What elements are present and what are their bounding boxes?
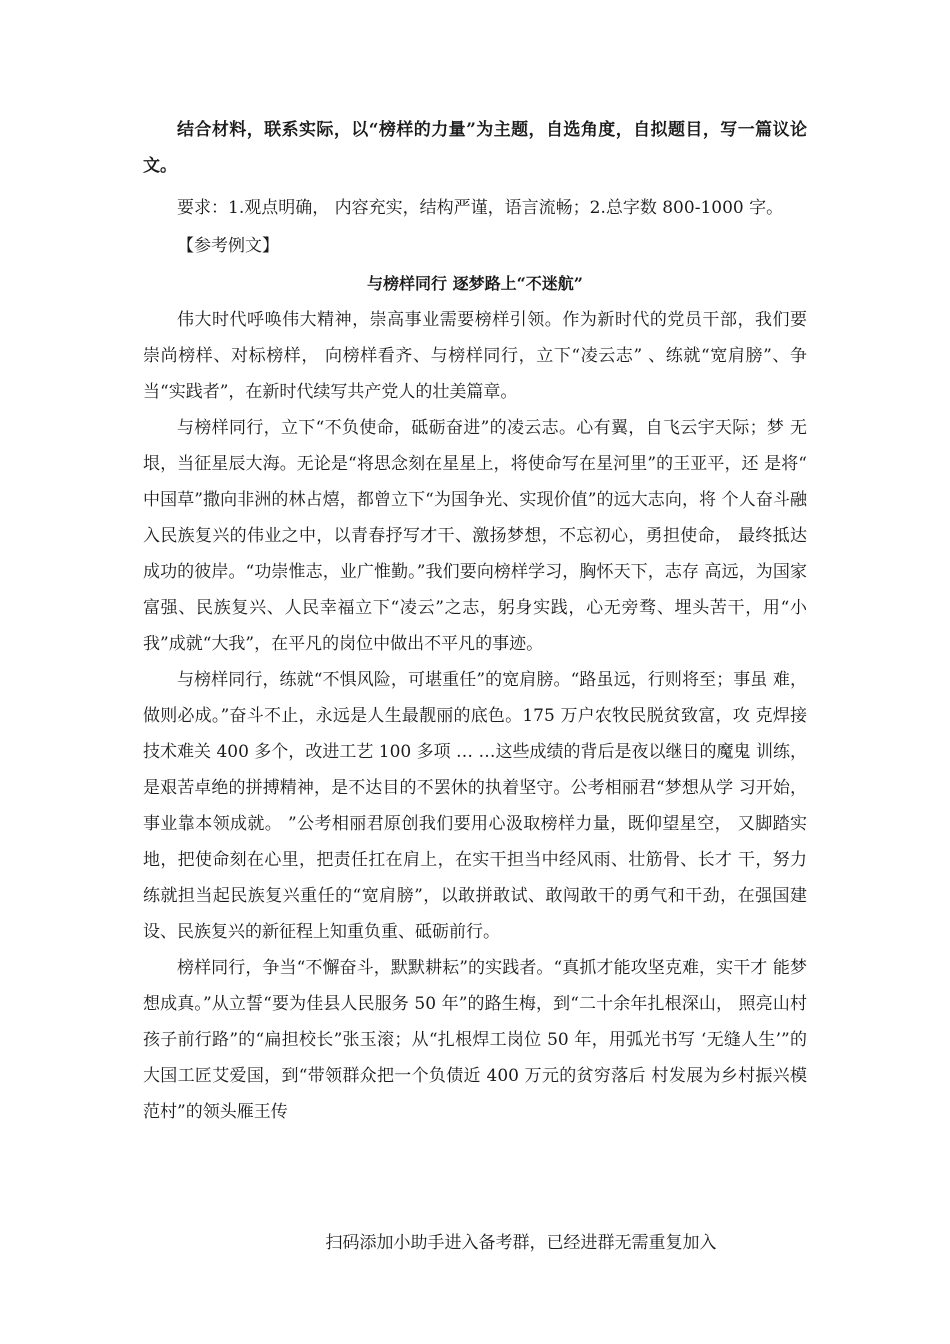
- essay-paragraph-4: 榜样同行，争当“不懈奋斗，默默耕耘”的实践者。“真抓才能攻坚克难，实干才 能梦想成真。”从立誓“要为佳县人民服务 50 年”的路生梅，到“二十余年扎根深山， 照亮山村孩子前行路”的“扁担校长”张玉滚；从“扎根焊工岗位 50 年，用弧光书写 ‘无缝人生’”的大国工匠艾爱国，到“带领群众把一个负债近 400 万元的贫穷落后 村发展为乡村振兴模范村”的领头雁王传: [143, 958, 807, 1122]
- document-body: [143, 112, 807, 1130]
- sample-essay-label: 【参考例文】: [177, 236, 279, 256]
- page-footer: 扫码添加小助手进入备考群，已经进群无需重复加入: [325, 1233, 717, 1253]
- essay-paragraph-2: 与榜样同行，立下“不负使命，砥砺奋进”的凌云志。心有翼，自飞云宇天际；梦 无垠，当征星辰大海。无论是“将思念刻在星星上，将使命写在星河里”的王亚平，还 是将“ 中国草”撒向非洲的林占熺，都曾立下“为国争光、实现价值”的远大志向，将 个人奋斗融入民族复兴的伟业之中，以青春抒写才干、激扬梦想，不忘初心，勇担使命， 最终抵达成功的彼岸。“功崇惟志，业广惟勤。”我们要向榜样学习，胸怀天下，志存 高远，为国家富强、民族复兴、人民幸福立下“凌云”之志，躬身实践，心无旁骛、埋头苦干，用“小我”成就“大我”，在平凡的岗位中做出不平凡的事迹。: [143, 418, 807, 654]
- essay-prompt: 结合材料，联系实际，以“榜样的力量”为主题，自选角度，自拟题目，写一篇议论文。: [143, 120, 807, 176]
- essay-paragraph-3: 与榜样同行，练就“不惧风险，可堪重任”的宽肩膀。“路虽远，行则将至；事虽 难，做则必成。”奋斗不止，永远是人生最靓丽的底色。175 万户农牧民脱贫致富，攻 克焊接技术难关 400 多个，改进工艺 100 多项 … …这些成绩的背后是夜以继日的魔鬼 训练，是艰苦卓绝的拼搏精神，是不达目的不罢休的执着坚守。公考相丽君“梦想从学 习开始，事业靠本领成就。 ”公考相丽君原创我们要用心汲取榜样力量，既仰望星空， 又脚踏实地，把使命刻在心里，把责任扛在肩上，在实干担当中经风雨、壮筋骨、长才 干，努力练就担当起民族复兴重任的“宽肩膀”，以敢拼敢试、敢闯敢干的勇气和干劲，在强国建设、民族复兴的新征程上知重负重、砥砺前行。: [143, 670, 807, 942]
- essay-paragraph-1: 伟大时代呼唤伟大精神，崇高事业需要榜样引领。作为新时代的党员干部，我们要 崇尚榜样、对标榜样， 向榜样看齐、与榜样同行，立下“凌云志” 、练就“宽肩膀”、争当“实践者”，在新时代续写共产党人的壮美篇章。: [143, 310, 807, 402]
- essay-requirements: 要求：1.观点明确， 内容充实，结构严谨，语言流畅；2.总字数 800-1000 字。: [177, 198, 784, 218]
- essay-title: 与榜样同行 逐梦路上“不迷航”: [367, 274, 583, 293]
